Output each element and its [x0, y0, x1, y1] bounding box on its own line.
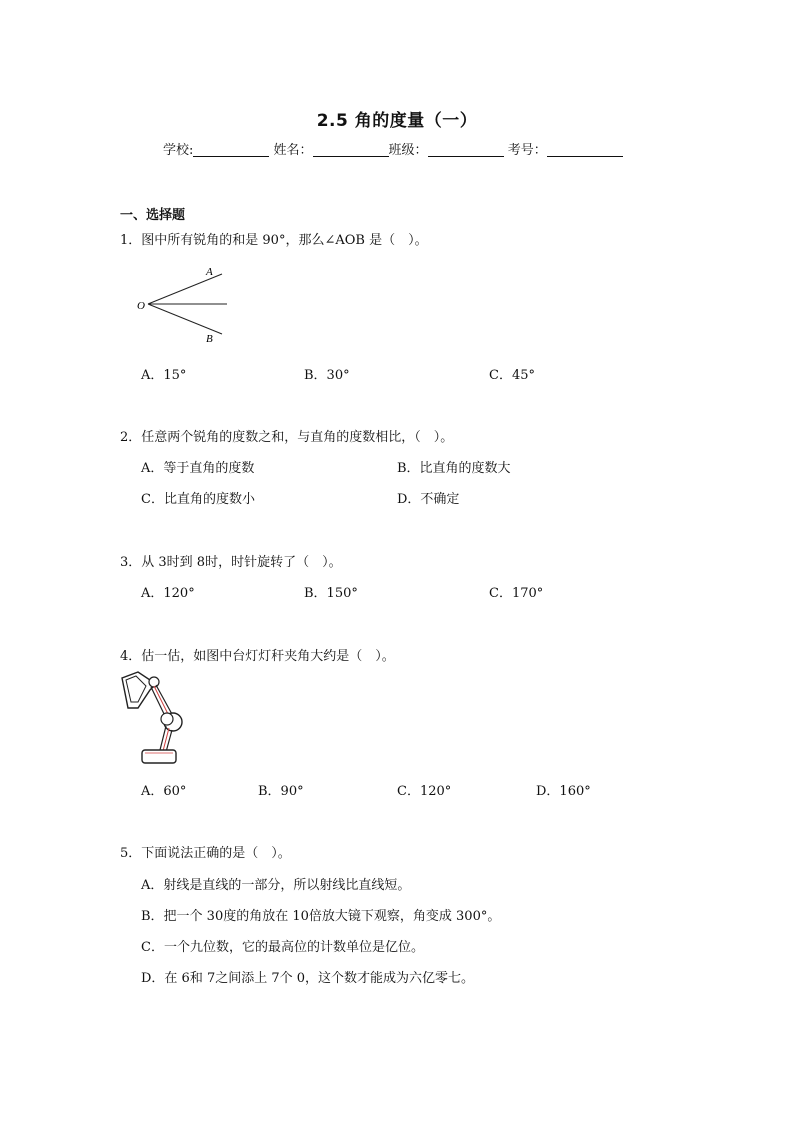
desk-lamp-figure [116, 668, 190, 770]
lower-arm-inner [166, 730, 172, 752]
name-blank[interactable] [313, 142, 389, 157]
q5-option-a[interactable]: A．射线是直线的一部分，所以射线比直线短。 [141, 878, 411, 893]
q4-option-b[interactable]: B．90° [258, 784, 304, 799]
q2-option-b[interactable]: B．比直角的度数大 [397, 461, 511, 476]
student-info-line [163, 139, 623, 158]
lamp-base [142, 750, 176, 763]
name-label: 姓名： [273, 143, 313, 158]
q5-option-d[interactable]: D．在 6和 7之间添上 7个 0，这个数才能成为六亿零七。 [141, 971, 475, 986]
label-o: O [137, 300, 145, 312]
q1-option-a[interactable]: A．15° [141, 368, 187, 383]
q3-option-a[interactable]: A．120° [141, 586, 195, 601]
angle-aob-figure [130, 262, 240, 348]
question-2-stem: 2．任意两个锐角的度数之和，与直角的度数相比，（ ）。 [120, 430, 454, 445]
question-1-stem: 1．图中所有锐角的和是 90°，那么∠AOB 是（ ）。 [120, 233, 428, 248]
q1-option-c[interactable]: C．45° [489, 368, 535, 383]
q1-option-b[interactable]: B．30° [304, 368, 350, 383]
elbow-joint-inner [161, 713, 173, 725]
exam-blank[interactable] [547, 142, 623, 157]
ray-oa [148, 274, 222, 304]
q4-option-c[interactable]: C．120° [397, 784, 452, 799]
page-title: 2.5 角的度量（一） [316, 111, 478, 131]
q4-option-d[interactable]: D．160° [536, 784, 591, 799]
class-blank[interactable] [428, 142, 504, 157]
q5-option-c[interactable]: C．一个九位数，它的最高位的计数单位是亿位。 [141, 940, 424, 955]
q2-option-a[interactable]: A．等于直角的度数 [141, 461, 255, 476]
q5-option-b[interactable]: B．把一个 30度的角放在 10倍放大镜下观察，角变成 300°。 [141, 909, 501, 924]
q3-option-c[interactable]: C．170° [489, 586, 544, 601]
section-heading: 一、选择题 [120, 208, 186, 223]
class-label: 班级： [388, 143, 428, 158]
ray-ob [148, 304, 222, 334]
exam-label: 考号： [507, 143, 547, 158]
q4-option-a[interactable]: A．60° [141, 784, 187, 799]
q2-option-c[interactable]: C．比直角的度数小 [141, 492, 255, 507]
q3-option-b[interactable]: B．150° [304, 586, 358, 601]
school-label: 学校: [163, 143, 194, 158]
school-blank[interactable] [193, 142, 269, 157]
lower-arm-outer [160, 726, 166, 750]
label-b: B [206, 333, 213, 345]
q2-option-d[interactable]: D．不确定 [397, 492, 460, 507]
label-a: A [206, 266, 213, 278]
question-5-stem: 5．下面说法正确的是（ ）。 [120, 846, 291, 861]
upper-arm-outer [156, 685, 173, 716]
head-joint [149, 677, 159, 687]
lower-arm-red [163, 728, 169, 751]
question-4-stem: 4．估一估，如图中台灯灯秆夹角大约是（ ）。 [120, 649, 395, 664]
question-3-stem: 3．从 3时到 8时，时针旋转了（ ）。 [120, 555, 342, 570]
